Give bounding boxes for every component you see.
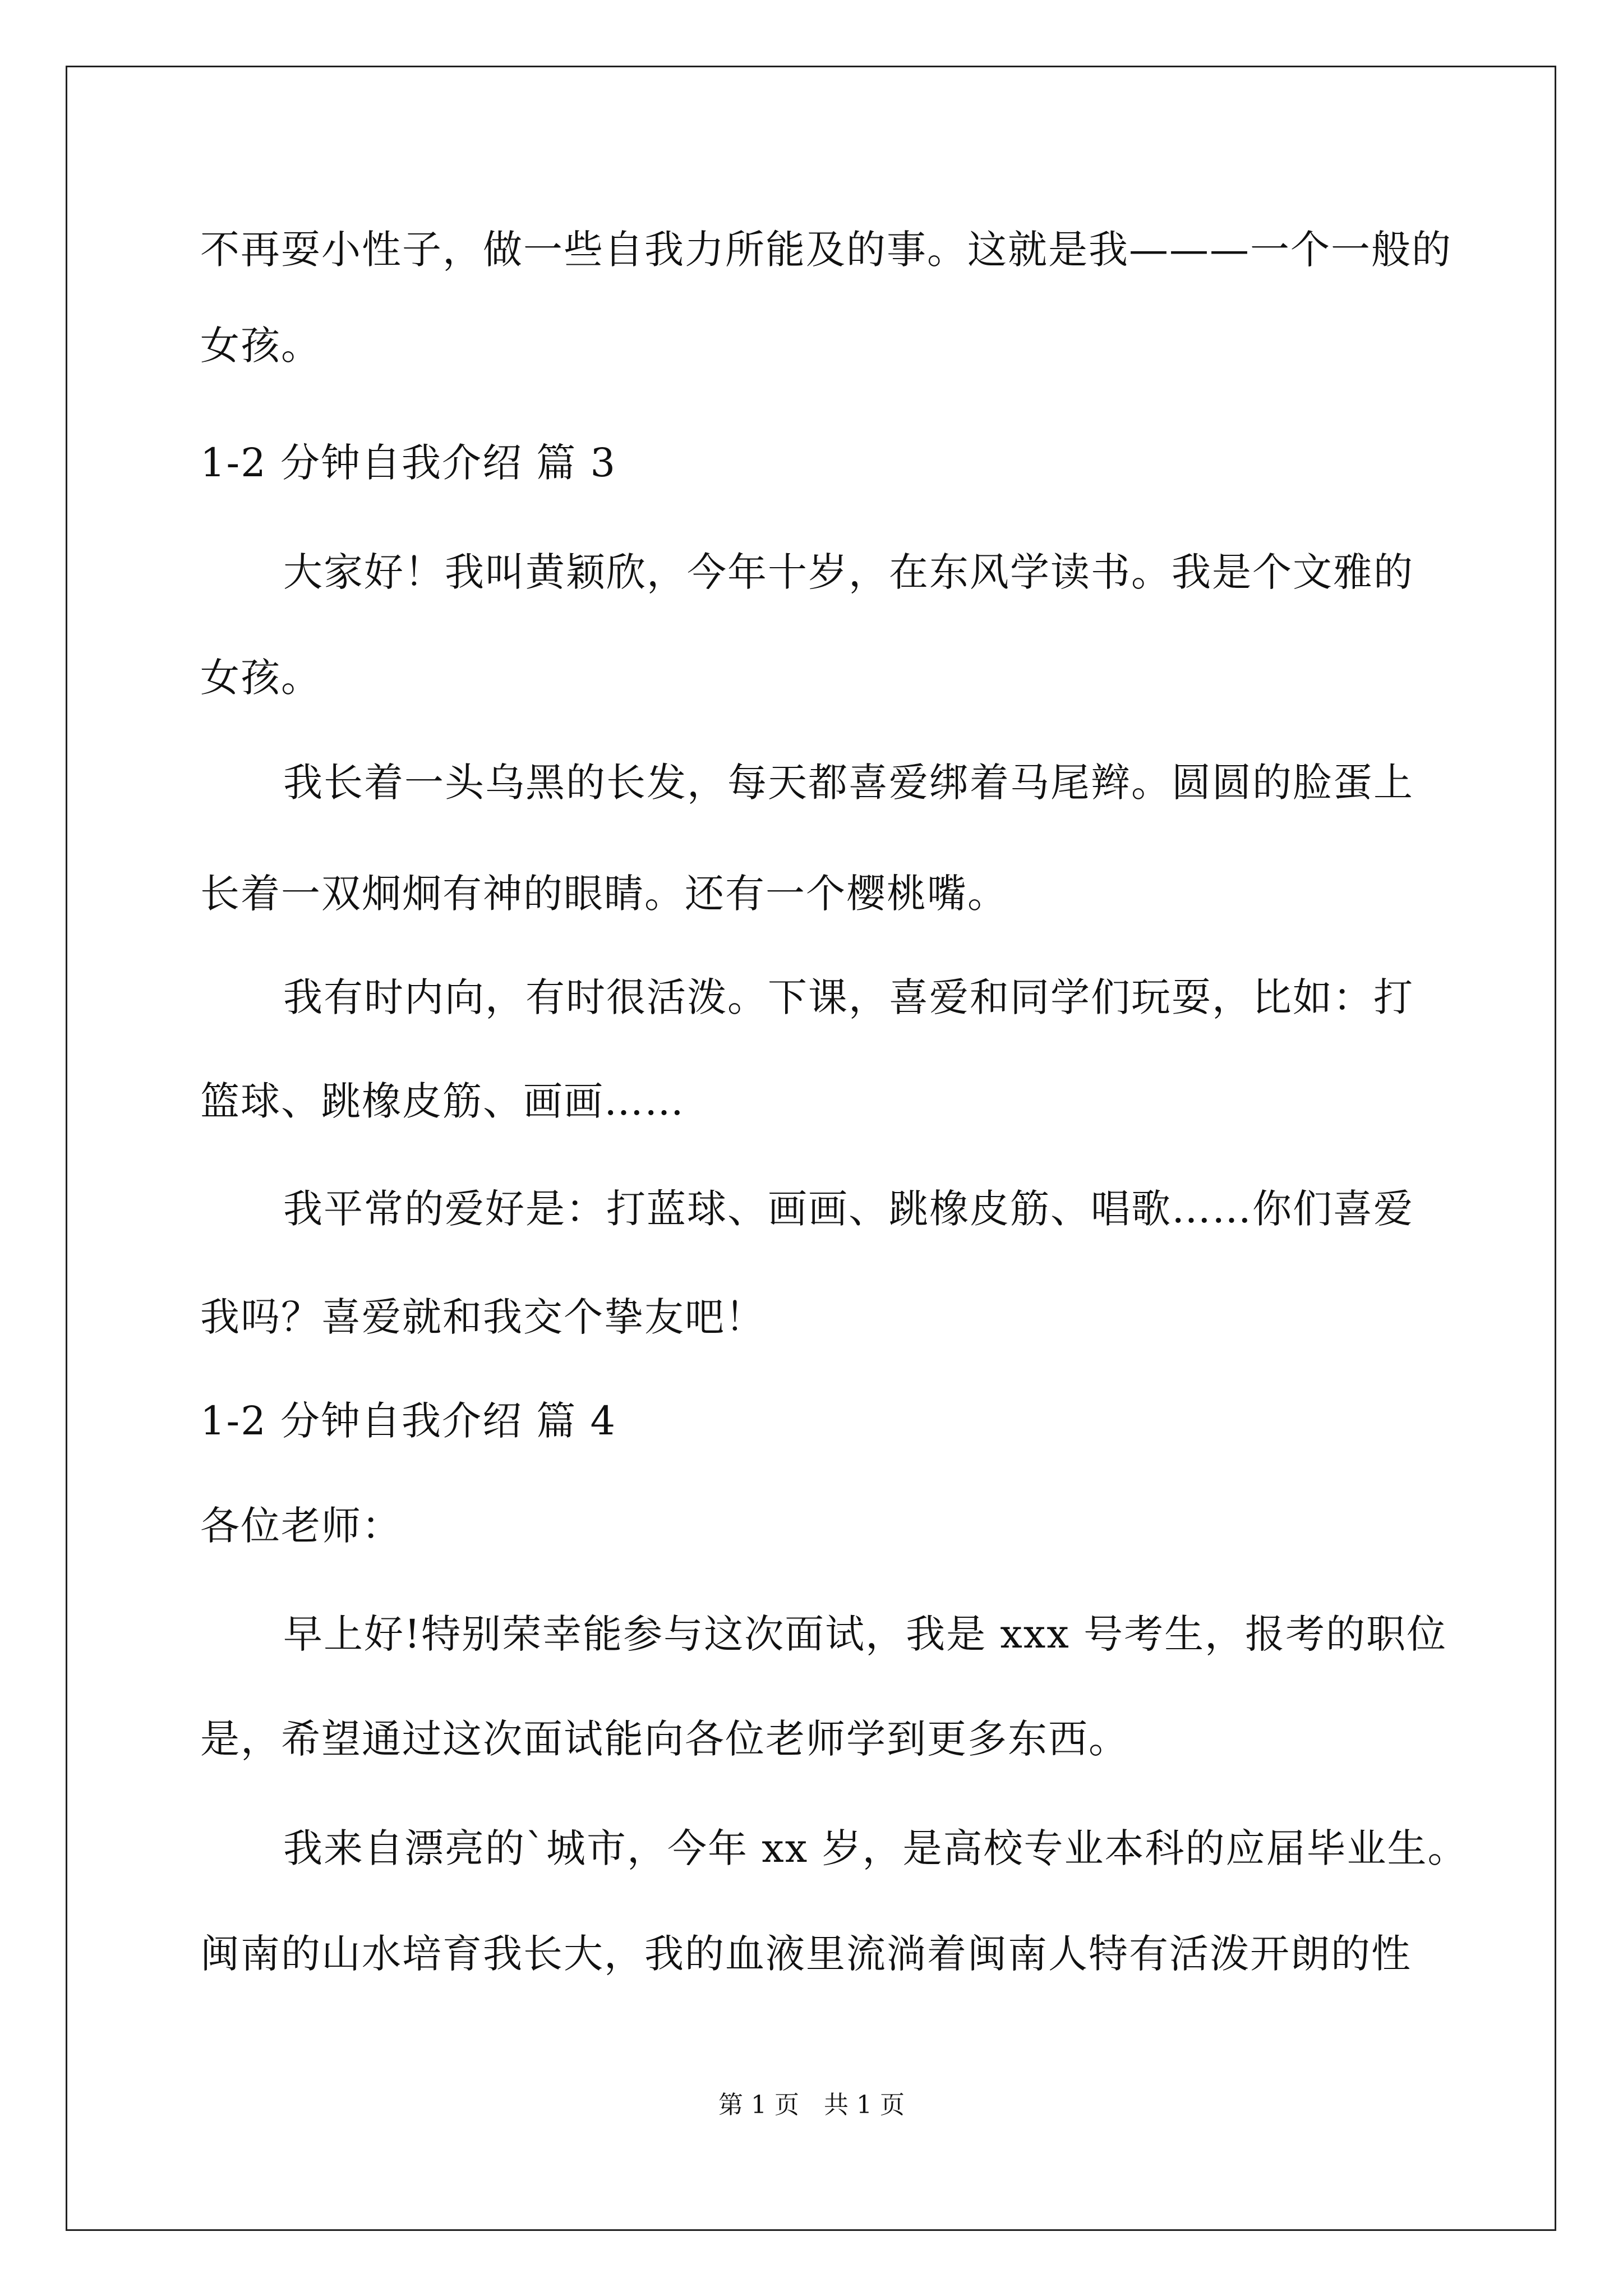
paragraph-line: 我长着一头乌黑的长发，每天都喜爱绑着马尾辫。圆圆的脸蛋上	[283, 760, 1414, 806]
page-footer: 第 1 页 共 1 页	[718, 2091, 905, 2119]
paragraph-line: 各位老师：	[200, 1503, 402, 1549]
paragraph-line: 女孩。	[200, 655, 321, 701]
paragraph-line: 闽南的山水培育我长大，我的血液里流淌着闽南人特有活泼开朗的性	[200, 1931, 1412, 1977]
paragraph-line: 女孩。	[200, 323, 321, 369]
paragraph-line: 是，希望通过这次面试能向各位老师学到更多东西。	[200, 1716, 1129, 1762]
paragraph-line: 我有时内向，有时很活泼。下课，喜爱和同学们玩耍，比如：打	[283, 974, 1414, 1020]
paragraph-line: 早上好!特别荣幸能参与这次面试，我是 xxx 号考生，报考的职位	[283, 1611, 1447, 1657]
section-heading: 1-2 分钟自我介绍 篇 3	[200, 440, 617, 486]
paragraph-line: 我平常的爱好是：打蓝球、画画、跳橡皮筋、唱歌……你们喜爱	[283, 1186, 1414, 1232]
section-heading: 1-2 分钟自我介绍 篇 4	[200, 1398, 617, 1444]
page-border	[66, 66, 1556, 2231]
paragraph-line: 我来自漂亮的`城市，今年 xx 岁，是高校专业本科的应届毕业生。	[283, 1825, 1468, 1871]
paragraph-line: 不再耍小性子，做一些自我力所能及的事。这就是我———一个一般的	[200, 227, 1452, 273]
paragraph-line: 大家好！我叫黄颖欣，今年十岁，在东风学读书。我是个文雅的	[283, 549, 1414, 595]
paragraph-line: 长着一双炯炯有神的眼睛。还有一个樱桃嘴。	[200, 871, 1008, 917]
paragraph-line: 篮球、跳橡皮筋、画画……	[200, 1078, 685, 1124]
paragraph-line: 我吗？喜爱就和我交个挚友吧！	[200, 1294, 766, 1340]
